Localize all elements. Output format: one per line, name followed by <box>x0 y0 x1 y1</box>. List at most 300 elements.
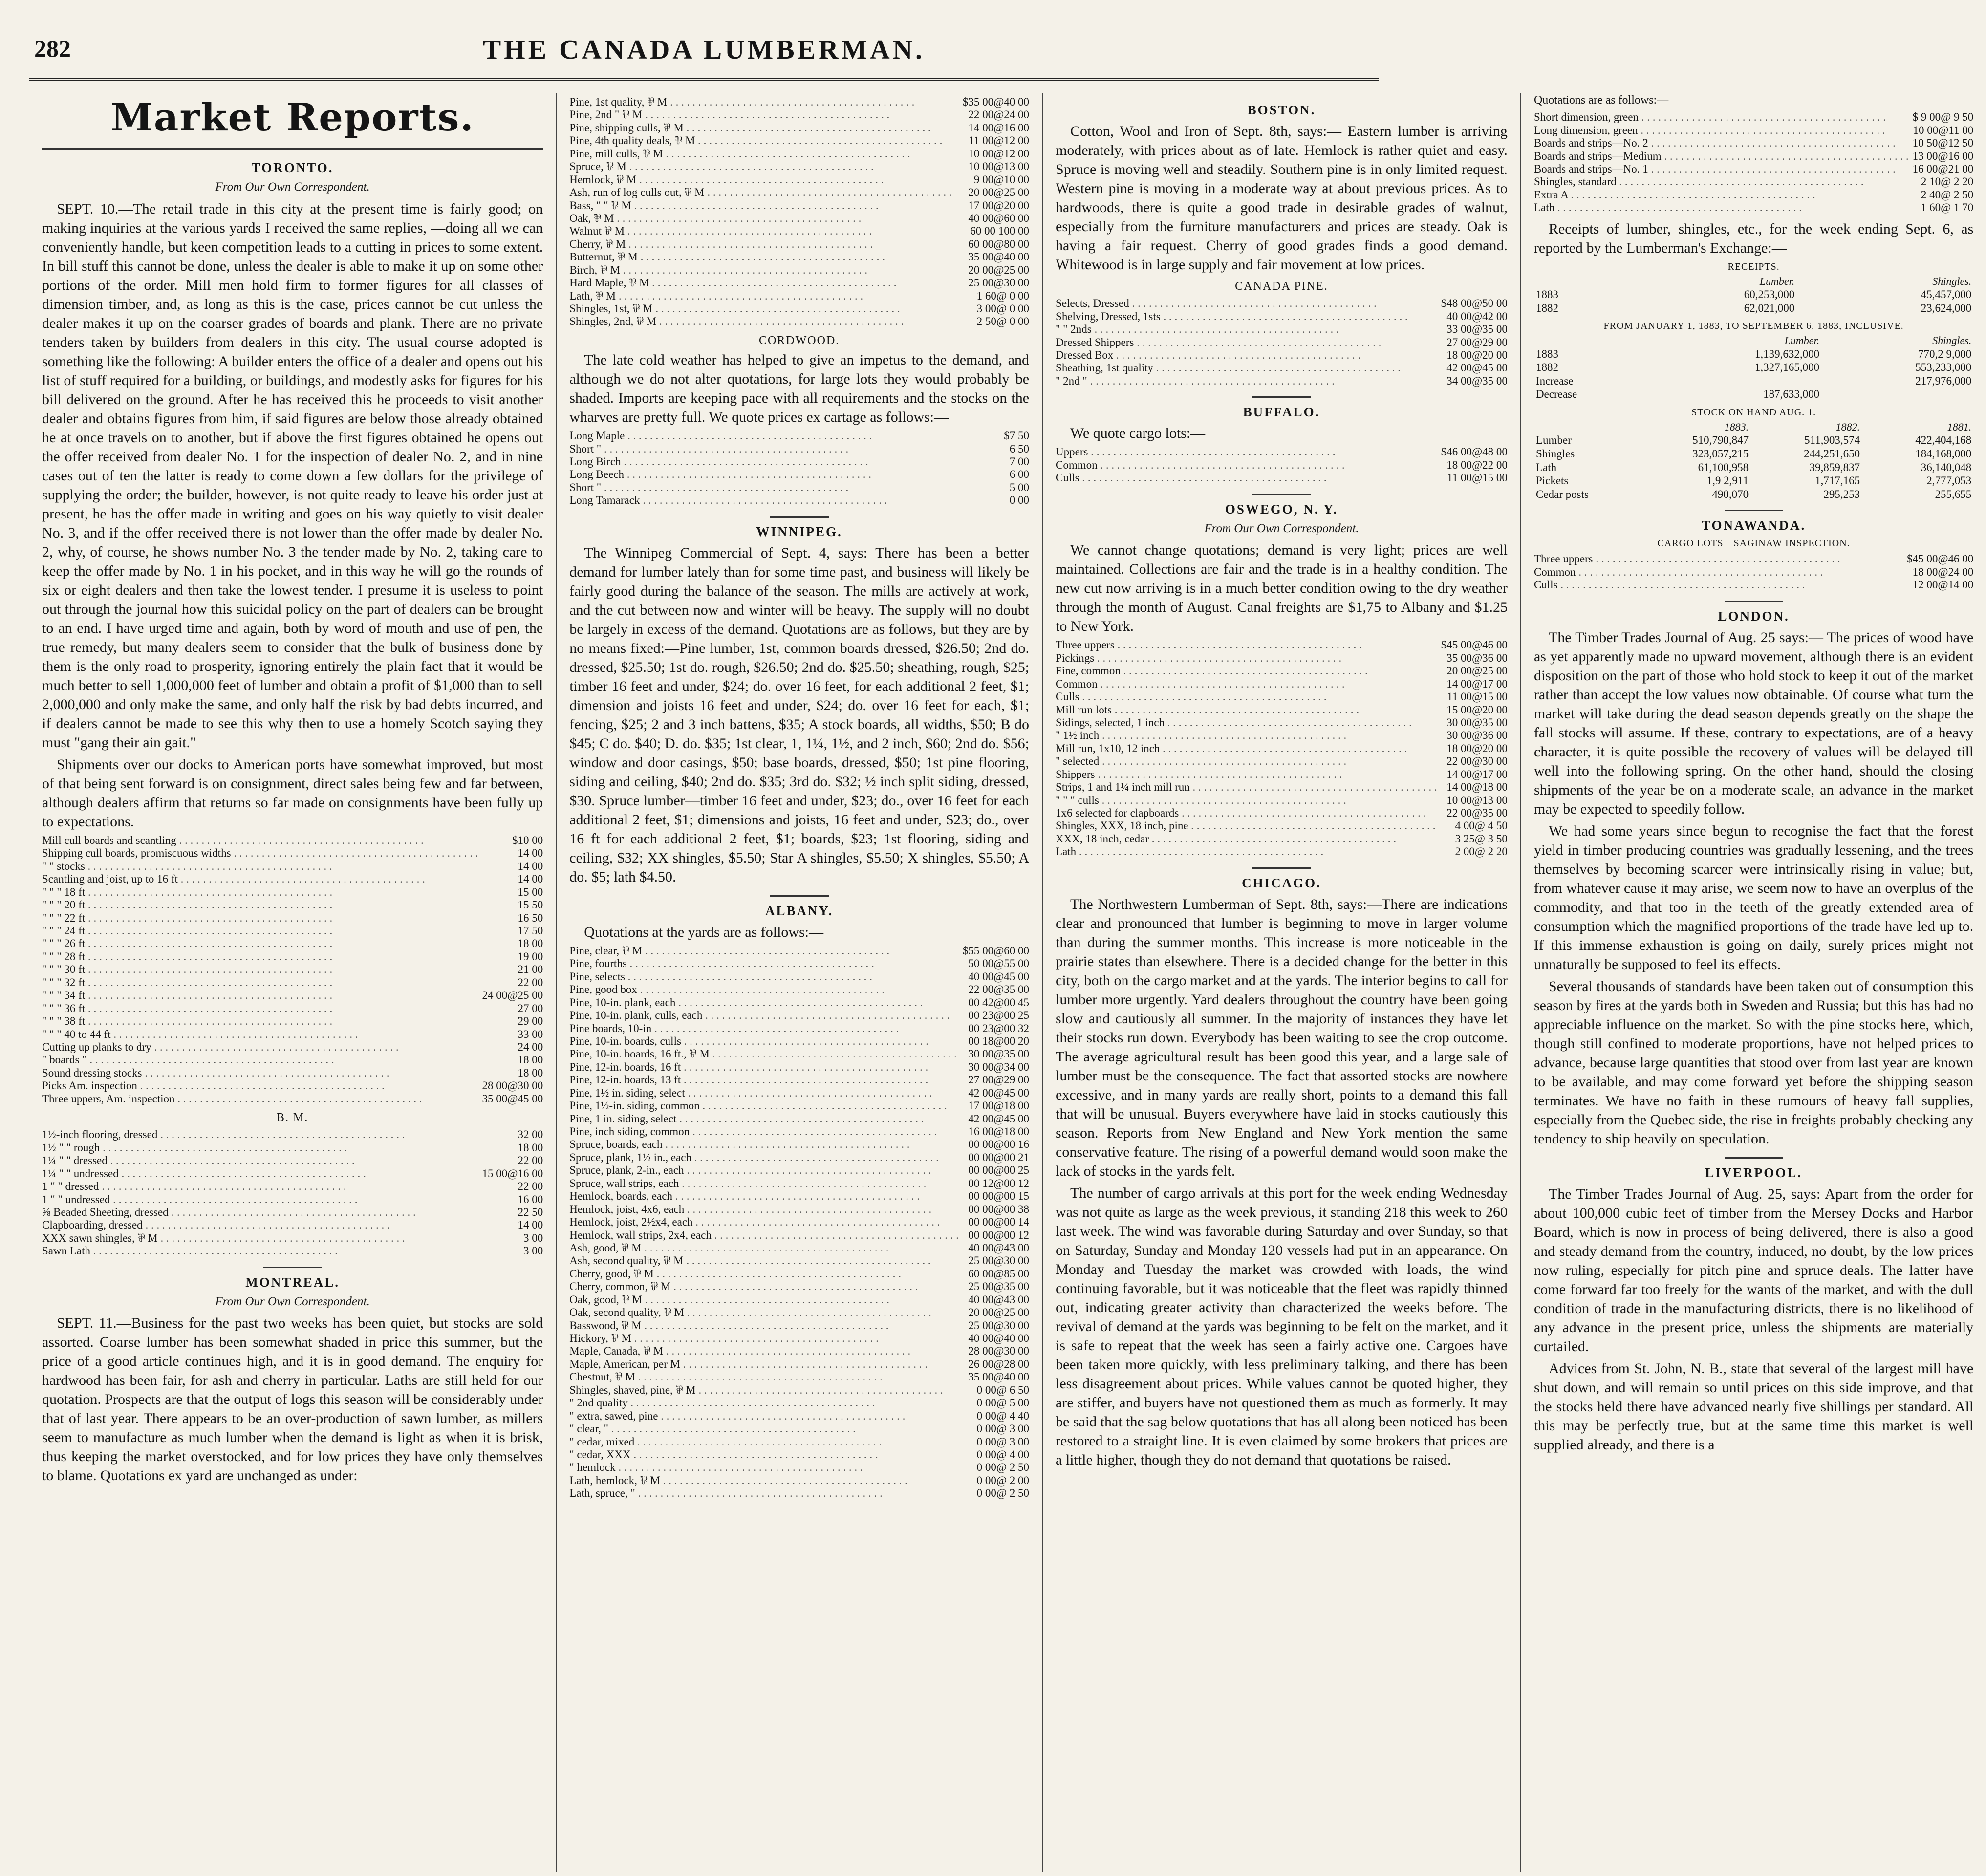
stats-cell: 60,253,000 <box>1744 288 1795 301</box>
price-item: Shingles, shaved, pine, ⅌ M . . . <box>569 1384 943 1396</box>
price-value: 18 00 <box>518 1141 543 1154</box>
price-value: 00 00@00 21 <box>968 1151 1030 1164</box>
price-row <box>1534 163 1973 175</box>
price-value: 14 00@16 00 <box>968 121 1030 134</box>
price-value: 3 25@ 3 50 <box>1455 832 1508 845</box>
price-value: 2 00@ 2 20 <box>1455 845 1508 858</box>
price-value: 18 00@20 00 <box>1446 742 1508 755</box>
price-value: 14 00 <box>518 847 543 860</box>
price-value: 22 50 <box>518 1206 543 1218</box>
winnipeg-body <box>569 543 1029 886</box>
stats-cell: 23,624,000 <box>1921 302 1972 314</box>
stats-cell: 2,777,053 <box>1926 474 1972 487</box>
price-value: 28 00@30 00 <box>968 1345 1030 1358</box>
price-row <box>42 1206 543 1219</box>
price-item: Ash, run of log culls out, ⅌ M . . . <box>569 186 951 198</box>
price-row <box>42 937 543 950</box>
price-row <box>42 834 543 847</box>
price-value: 0 00 <box>1009 494 1030 507</box>
montreal-body <box>42 1314 543 1485</box>
price-value: 00 00@00 12 <box>968 1229 1030 1241</box>
price-value: 50 00@55 00 <box>968 957 1030 970</box>
price-item: Pine, 1st quality, ⅌ M . . . <box>569 96 914 108</box>
price-item: Culls . . . <box>1056 690 1327 703</box>
stats-cell: 1,327,165,000 <box>1754 361 1820 374</box>
price-item: Shingles, 2nd, ⅌ M . . . <box>569 315 904 327</box>
price-value: $ 9 00@ 9 50 <box>1912 111 1974 124</box>
price-item: " boards " . . . <box>42 1054 334 1066</box>
heading-albany: ALBANY. <box>569 895 1029 920</box>
price-value: 17 00@20 00 <box>968 199 1030 212</box>
chicago-quotations-label: Quotations are as follows:— <box>1533 94 1669 107</box>
price-value: 25 00@35 00 <box>968 1280 1030 1293</box>
price-row <box>42 912 543 925</box>
price-row <box>1056 459 1508 472</box>
price-item: Shingles, standard . . . <box>1534 175 1864 188</box>
price-value: 0 00@ 5 00 <box>976 1397 1030 1409</box>
price-value: 11 00@15 00 <box>1447 472 1508 484</box>
price-row <box>1056 833 1508 845</box>
price-value: 7 00 <box>1009 455 1030 468</box>
price-row <box>1056 755 1508 768</box>
price-item: Selects, Dressed . . . <box>1056 297 1377 309</box>
price-value: 35 00@40 00 <box>968 1371 1030 1383</box>
stats-col-header: Shingles. <box>1932 334 1972 347</box>
price-item: Hemlock, joist, 4x6, each . . . <box>569 1203 931 1215</box>
paragraph: Cotton, Wool and Iron of Sept. 8th, says:— Eastern lumber is arriving moderately, with prices about as of late. Hemlock is rather quiet and easy. Spruce is moving well and steadily. Southern pine is in only limited request. Western pine is moving in a moderate way at about previous prices. As to hardwoods, there is quite a good trade in desirable grades of walnut, especially from the furniture manufacturers and prices are steady. Oak is having a fair request. Cherry of good grades finds a good demand. Whitewood is in large supply and fair movement at low prices. <box>1056 123 1508 273</box>
price-row <box>42 1002 543 1015</box>
paragraph: SEPT. 11.—Business for the past two weeks has been quiet, but stocks are sold assorted. Coarse lumber has been somewhat shaded in price this summer, but the price of a good article continues high, and it is in good demand. The enquiry for hardwood has been fair, for ash and cherry in particular. Laths are still held for our quotation. Prospects are that the output of logs this season will be considerably under that of last year. There appears to be an over-production of sawn lumber, as millers seem to manufacture as much lumber when the demand is light as when it is brisk, thus keeping the market overstocked, and for low prices they have only themselves to blame. Quotations ex yard are unchanged as under: <box>42 1315 543 1484</box>
price-value: $45 00@46 00 <box>1441 639 1508 651</box>
price-value: 5 00 <box>1009 481 1030 494</box>
stats-cell <box>1648 374 1821 388</box>
price-value: 60 00 100 00 <box>970 225 1030 237</box>
buffalo-intro: We quote cargo lots:— <box>1070 425 1206 442</box>
price-item: Chestnut, ⅌ M . . . <box>569 1371 883 1383</box>
price-item: 1x6 selected for clapboards . . . <box>1056 807 1426 819</box>
price-row <box>569 1190 1029 1203</box>
stats-cell: 1,9 2,911 <box>1706 474 1749 487</box>
price-item: Dressed Box . . . <box>1056 349 1360 361</box>
price-item: Ash, good, ⅌ M . . . <box>569 1242 888 1254</box>
price-item: " " " 22 ft . . . <box>42 912 332 924</box>
price-value: 11 00@12 00 <box>969 134 1030 147</box>
price-value: 22 00 <box>518 976 543 989</box>
heading-chicago: CHICAGO. <box>1056 867 1508 892</box>
stats-col-header: 1883. <box>1724 421 1749 433</box>
stats-cell: Cedar posts <box>1535 488 1589 500</box>
stock-table <box>1534 421 1973 501</box>
price-item: " 2nd quality . . . <box>569 1397 875 1409</box>
price-value: 9 00@10 00 <box>973 173 1030 186</box>
price-item: Spruce, wall strips, each . . . <box>569 1177 926 1189</box>
heading-buffalo: BUFFALO. <box>1056 396 1508 421</box>
price-item: " " " 36 ft . . . <box>42 1002 332 1014</box>
price-row <box>42 1093 543 1105</box>
price-row <box>569 96 1029 108</box>
price-row <box>569 1294 1029 1306</box>
stats-cell: Decrease <box>1535 388 1577 401</box>
stats-row <box>1534 361 1973 374</box>
price-row <box>569 983 1029 996</box>
price-value: 24 00 <box>518 1040 543 1053</box>
price-value: 22 00@24 00 <box>968 108 1030 121</box>
price-row <box>569 1113 1029 1125</box>
price-row <box>569 1061 1029 1074</box>
price-value: 6 00 <box>1009 468 1030 481</box>
price-value: 35 00@40 00 <box>968 251 1030 263</box>
price-row <box>1534 124 1973 137</box>
price-item: Culls . . . <box>1056 472 1327 484</box>
montreal-price-table <box>569 96 1029 328</box>
price-row <box>1056 297 1508 310</box>
receipts-table <box>1534 275 1973 315</box>
stats-cell: Lumber <box>1535 434 1572 447</box>
price-row <box>1056 375 1508 388</box>
price-item: Scantling and joist, up to 16 ft . . . <box>42 873 425 885</box>
stats-header-row <box>1534 421 1973 433</box>
price-row <box>569 1254 1029 1267</box>
price-row <box>569 264 1029 277</box>
price-row <box>1534 137 1973 150</box>
cordwood-label: CORDWOOD. <box>758 334 840 347</box>
stats-cell: Shingles <box>1535 448 1575 460</box>
price-value: 0 00@ 4 40 <box>976 1409 1030 1422</box>
price-value: 0 00@ 6 50 <box>976 1383 1030 1396</box>
price-item: Lath, hemlock, ⅌ M . . . <box>569 1474 907 1487</box>
price-row <box>42 1193 543 1206</box>
price-item: " " " 38 ft . . . <box>42 1015 332 1027</box>
price-item: Shipping cull boards, promiscuous widths . . . <box>42 847 478 859</box>
price-value: 0 00@ 3 00 <box>976 1423 1030 1435</box>
page-number: 282 <box>34 35 71 62</box>
price-item: Pine, 12-in. boards, 13 ft . . . <box>569 1074 928 1086</box>
oswego-body <box>1056 540 1508 636</box>
price-row <box>1056 690 1508 703</box>
price-item: 1¼ " " dressed . . . <box>42 1154 355 1166</box>
price-item: Shelving, Dressed, 1sts . . . <box>1056 310 1408 323</box>
price-row <box>42 1054 543 1066</box>
price-row <box>569 443 1029 455</box>
price-item: Short " . . . <box>569 481 848 494</box>
heading-liverpool: LIVERPOOL. <box>1534 1157 1973 1182</box>
price-row <box>42 1041 543 1054</box>
price-item: ⅝ Beaded Sheeting, dressed . . . <box>42 1206 416 1218</box>
price-item: Hickory, ⅌ M . . . <box>569 1332 879 1344</box>
stats-col-header <box>1534 421 1639 433</box>
price-row <box>1056 446 1508 458</box>
price-value: 20 00@25 00 <box>968 263 1030 276</box>
stats-col-header: Shingles. <box>1932 275 1972 287</box>
price-value: 18 00@24 00 <box>1912 565 1974 578</box>
price-item: Pine, 1½-in. siding, common . . . <box>569 1100 947 1112</box>
price-row <box>42 1180 543 1193</box>
price-value: 30 00@34 00 <box>968 1060 1030 1073</box>
price-row <box>1056 781 1508 794</box>
heading-london: LONDON. <box>1534 601 1973 625</box>
cordwood-price-table <box>569 430 1029 507</box>
stats-cell: 1,139,632,000 <box>1754 347 1820 360</box>
paragraph: We had some years since begun to recognise the fact that the forest yield in timber producing countries was gradually lessening, and the trees themselves by becoming scarcer were intrinsically rising in value; but, from whatever cause it may arise, we seem now to have an overplus of the commodity, and that too in the teeth of the greatly extended area of consumption which the magnified proportions of the trade have led up to. If this immense exhaustion is going on daily, surely prices might not unnaturally be supposed to feel its effects. <box>1533 822 1974 972</box>
price-value: 2 10@ 2 20 <box>1921 175 1974 188</box>
price-value: 15 00 <box>518 885 543 898</box>
stats-cell: 1882 <box>1535 361 1558 374</box>
price-row <box>42 1245 543 1257</box>
stats-row <box>1534 447 1973 461</box>
price-item: Hemlock, boards, each . . . <box>569 1190 920 1202</box>
price-value: 42 00@45 00 <box>968 1112 1030 1125</box>
stats-row <box>1534 474 1973 488</box>
price-value: 11 00@15 00 <box>1447 690 1508 703</box>
price-item: 1 " " dressed . . . <box>42 1180 346 1192</box>
cordwood-paragraph: The late cold weather has helped to give an impetus to the demand, and although we do not alter quotations, for large lots they would probably be shaded. Imports are keeping pace with all requirements and the stocks on the wharves are pretty full. We quote prices ex cartage as follows:— <box>569 352 1030 426</box>
price-item: Spruce, plank, 2-in., each . . . <box>569 1164 931 1176</box>
price-row <box>569 1410 1029 1423</box>
price-value: 30 00@35 00 <box>1446 716 1508 729</box>
stats-cell: 511,903,574 <box>1804 434 1860 447</box>
price-item: Pine, clear, ⅌ M . . . <box>569 945 889 957</box>
price-item: Boards and strips—No. 1 . . . <box>1534 163 1896 175</box>
price-value: 18 00@22 00 <box>1446 458 1508 471</box>
price-row <box>569 1345 1029 1358</box>
price-item: " " " 18 ft . . . <box>42 886 332 898</box>
stats-row <box>1534 288 1973 302</box>
price-row <box>569 1151 1029 1164</box>
price-item: Pine, 12-in. boards, 16 ft . . . <box>569 1061 928 1073</box>
price-row <box>1534 175 1973 188</box>
price-value: 1 60@ 0 00 <box>976 289 1030 302</box>
toronto-bm-price-table <box>42 1128 543 1257</box>
price-row <box>42 1167 543 1180</box>
price-item: Dressed Shippers . . . <box>1056 336 1381 348</box>
stats-cell: 490,070 <box>1712 488 1749 500</box>
heading-toronto: TORONTO. <box>251 160 334 175</box>
price-row <box>1056 678 1508 690</box>
price-row <box>42 976 543 989</box>
price-value: 25 00@30 00 <box>968 1319 1030 1332</box>
price-value: 34 00@35 00 <box>1446 374 1508 387</box>
price-row <box>569 1448 1029 1461</box>
price-item: Pine, 2nd " ⅌ M . . . <box>569 108 889 121</box>
price-row <box>569 251 1029 263</box>
price-row <box>569 1203 1029 1216</box>
price-value: 22 00 <box>518 1154 543 1167</box>
stats-header-row <box>1534 334 1973 347</box>
price-item: " " stocks . . . <box>42 860 332 872</box>
price-item: Strips, 1 and 1¼ inch mill run . . . <box>1056 781 1437 793</box>
price-value: 16 00@18 00 <box>968 1125 1030 1138</box>
price-item: Mill run, 1x10, 12 inch . . . <box>1056 742 1407 755</box>
stats-cell: 39,859,837 <box>1809 461 1860 474</box>
price-item: Cherry, common, ⅌ M . . . <box>569 1280 918 1293</box>
price-item: " selected . . . <box>1056 755 1346 767</box>
price-item: " " " culls . . . <box>1056 794 1346 806</box>
price-item: Pine, 4th quality deals, ⅌ M . . . <box>569 134 942 147</box>
stats-cell: 510,790,847 <box>1692 434 1749 447</box>
receipts-caption: RECEIPTS. <box>1727 261 1780 272</box>
price-value: 25 00@30 00 <box>968 1254 1030 1267</box>
stats-cell: 255,655 <box>1935 488 1972 500</box>
price-value: 27 00 <box>518 1002 543 1014</box>
price-value: 27 00@29 00 <box>968 1074 1030 1086</box>
column-4 <box>1521 93 1986 1872</box>
column-1 <box>29 93 557 1872</box>
price-item: Short " . . . <box>569 443 848 455</box>
price-item: Shingles, 1st, ⅌ M . . . <box>569 302 900 315</box>
price-value: 19 00 <box>518 950 543 963</box>
price-row <box>42 847 543 860</box>
price-item: XXX sawn shingles, ⅌ M . . . <box>42 1232 405 1244</box>
price-value: 22 00@35 00 <box>1446 807 1508 819</box>
stats-col-header: 1881. <box>1947 421 1972 433</box>
price-row <box>569 1306 1029 1319</box>
price-row <box>569 1009 1029 1022</box>
price-row <box>569 1268 1029 1280</box>
price-row <box>569 1229 1029 1242</box>
paragraph: The Timber Trades Journal of Aug. 25, says: Apart from the order for about 100,000 cubic feet of timber from the Mersey Docks and Harbor Board, which is now in process of being delivered, there is also a good and steady demand from the country, induced, no doubt, by the low prices now ruling, especially for pitch pine and spruce deals. The latter have come forward far too freely for the wants of the market, and with the dull condition of trade in the manufacturing districts, there is no likelihood of any advance in the present price, unless the shipments are materially curtailed. <box>1533 1186 1974 1355</box>
price-value: 33 00 <box>518 1028 543 1040</box>
price-value: 40 00@60 00 <box>968 212 1030 224</box>
price-row <box>569 1384 1029 1397</box>
price-value: 60 00@80 00 <box>968 237 1030 250</box>
toronto-price-table <box>42 834 543 1105</box>
price-item: " " " 32 ft . . . <box>42 976 332 989</box>
price-row <box>1056 768 1508 781</box>
price-row <box>1056 807 1508 819</box>
paragraph: The number of cargo arrivals at this port for the week ending Wednesday was not quite as large as the week previous, it standing 218 this week to 260 last week. The wind was favorable during Saturday and over Sunday, so that on Saturday, Sunday and Monday 120 vessels had put in an appearance. On Monday and Tuesday the market was crowded with loads, the wind continuing favorable, but it was noticeable that the fleet was rapidly thinned out, indicating greater activity than characterized the weeks before. The revival of demand at the yards was beginning to be felt on the market, and it is safe to repeat that the week has seen a fairly active one. Cargoes have been taken more quickly, with less preliminary talking, and there has been less disagreement about prices. While values cannot be quoted higher, they are stiffer, and buyers have not questioned them as much as formerly. It may be said that the sag below quotations that has all along been noticed has been restored to a straight line. It is even claimed by some brokers that prices are a little higher, though they do not demand that quotations be raised. <box>1056 1185 1508 1468</box>
price-item: Lath . . . <box>1534 201 1802 214</box>
paragraph: The Winnipeg Commercial of Sept. 4, says: There has been a better demand for lumber lately than for some time past, and business will likely be fairly good during the balance of the season. The mills are actively at work, and the cut between now and winter will be heavy. The supply will no doubt be largely in excess of the demand. Quotations are as follows, but they are by no means fixed:—Pine lumber, 1st, common boards dressed, $26.50; 2nd do. dressed, $25.50; 1st do. rough, $26.50; 2nd do. $25.50; sheathing, rough, $25; timber 16 feet and under, $24; do. over 16 feet, for each additional 2 feet, $1; dimension and joists 16 feet and under, $24; do. over 16 feet for each, $1; fencing, $25; 2 and 3 inch battens, $35; A stock boards, all widths, $50; B do $45; C do. $40; D. do. $35; 1st clear, 1, 1¼, 1½, and 2 inch, $60; 2nd do. $56; window and door casings, $50; base boards, dressed, $50; 1st pine flooring, siding and ceiling, $40; 2nd do. $35; 3rd do. $32; ½ inch split siding, dressed, $30. Spruce lumber—timber 16 feet and under, $23; do., over 16 feet for each additional 2 feet, $1; dimensions and joists, 16 feet and under, $23; do., over 16 ft for each additional 2 feet, $1; boards, $23; 1st flooring, siding and ceiling, $32; XX shingles, $5.50; Star A shingles, $5.50; X shingles, $5.50; A do. $5; lath $4.50. <box>569 544 1030 885</box>
price-row <box>1056 362 1508 374</box>
price-row <box>1056 310 1508 323</box>
price-item: Sound dressing stocks . . . <box>42 1067 389 1079</box>
stats-cell: 1883 <box>1535 288 1558 301</box>
stats-cell: 61,100,958 <box>1698 461 1749 474</box>
paragraph: Shipments over our docks to American ports have somewhat improved, but most of that being sent forward is on consignment, direct sales being few and far between, although dealers affirm that returns so far made on consignments have been fully up to expectations. <box>42 756 543 830</box>
price-row <box>569 134 1029 147</box>
price-value: 20 00@25 00 <box>968 1306 1030 1319</box>
price-value: 30 00@35 00 <box>968 1048 1030 1060</box>
price-item: Maple, Canada, ⅌ M . . . <box>569 1345 910 1357</box>
price-value: 00 42@00 45 <box>968 996 1030 1009</box>
price-row <box>569 108 1029 121</box>
price-item: 1½-inch flooring, dressed . . . <box>42 1128 405 1141</box>
stats-row <box>1534 374 1973 388</box>
price-item: Pine, 1½ in. siding, select . . . <box>569 1087 932 1099</box>
price-value: 00 12@00 12 <box>968 1177 1030 1189</box>
price-item: Long Beech . . . <box>569 468 871 480</box>
price-item: Hard Maple, ⅌ M . . . <box>569 277 896 289</box>
price-row <box>569 277 1029 289</box>
price-value: 0 00@ 2 50 <box>976 1487 1030 1500</box>
price-value: $45 00@46 00 <box>1907 553 1974 565</box>
price-item: Common . . . <box>1056 678 1345 690</box>
price-value: 24 00@25 00 <box>482 989 543 1002</box>
stock-caption: STOCK ON HAND AUG. 1. <box>1691 407 1816 418</box>
price-value: 15 00@16 00 <box>482 1167 543 1180</box>
price-row <box>569 212 1029 225</box>
stats-cell: Lath <box>1535 461 1557 474</box>
price-row <box>569 238 1029 251</box>
price-item: Long dimension, green . . . <box>1534 124 1885 136</box>
price-item: Fine, common . . . <box>1056 665 1368 677</box>
buffalo-price-table <box>1056 446 1508 484</box>
price-value: $48 00@50 00 <box>1441 297 1508 310</box>
price-row <box>42 950 543 963</box>
price-value: $55 00@60 00 <box>962 944 1030 957</box>
tonawanda-sub: CARGO LOTS—SAGINAW INSPECTION. <box>1657 538 1850 549</box>
paragraph: The Northwestern Lumberman of Sept. 8th, says:—There are indications clear and pronounced that lumber is beginning to move in larger volume than during the summer months. This increase is more noticeable in the prairie states than elsewhere. There is a decided change for the better in this city, both on the cargo market and at the yards. The interior begins to call for lumber more urgently. Yard dealers throughout the country have been going slow and cautiously all summer. In the majority of instances they have let their stocks run down. Everybody has been waiting to see the crop outcome. The average agricultural result has been good this year, and a large sale of lumber must be the consequence. The fact that assorted stocks are nowhere excessive, and in many yards are really short, points to a demand this fall that will be unusual. Buyers everywhere have laid in stocks cautiously this season. Reports from New England and New York mention the same conservative feature. The rising of a powerful demand would soon make the lack of stocks in the yards felt. <box>1056 896 1508 1179</box>
price-item: " 1½ inch . . . <box>1056 729 1346 741</box>
price-row <box>569 1423 1029 1435</box>
paragraph: We cannot change quotations; demand is very light; prices are well maintained. Collections are fair and the trade is in a healthy condition. The new cut now arriving is in a much better condition owing to the dry weather through the month of August. Canal freights are $1,75 to Albany and $1.25 to New York. <box>1056 542 1508 635</box>
price-value: 2 50@ 0 00 <box>976 315 1030 328</box>
paragraph: Advices from St. John, N. B., state that several of the largest mill have shut down, and will remain so until prices on this side improve, and that the stocks held there have advanced nearly five shillings per standard. All this may be perfectly true, but at the same time this market is well supplied already, and there is a <box>1533 1360 1974 1453</box>
price-value: 3 00 <box>523 1231 543 1244</box>
price-item: Long Maple . . . <box>569 430 872 442</box>
price-row <box>569 1436 1029 1448</box>
price-value: 0 00@ 2 50 <box>976 1461 1030 1474</box>
price-row <box>42 1067 543 1079</box>
price-value: $35 00@40 00 <box>962 96 1030 108</box>
price-row <box>42 1079 543 1092</box>
price-item: Hemlock, wall strips, 2x4, each . . . <box>569 1229 959 1241</box>
price-item: " cedar, mixed . . . <box>569 1436 882 1448</box>
price-item: Pine, 10-in. plank, each . . . <box>569 996 923 1009</box>
price-item: Oak, ⅌ M . . . <box>569 212 861 224</box>
price-value: 27 00@29 00 <box>1446 336 1508 348</box>
paragraph: The Timber Trades Journal of Aug. 25 says:— The prices of wood have as yet apparently made no upward movement, although there is an evident disposition on the part of those who hold stock to keep it out of the market rather than accept the low values now obtainable. Of course what turn the market will take during the dead season depends greatly on the shape the fall stocks will assume. If these, contrary to expectations, are of a heavy character, it is quite possible the recovery of values will be delayed till well into the following spring. On the other hand, should the closing shipments of the year be on a moderate scale, an advance in the market may be expected to speedily follow. <box>1533 629 1974 817</box>
price-value: 35 00@36 00 <box>1446 651 1508 664</box>
price-item: " 2nd " . . . <box>1056 375 1335 387</box>
price-item: Pine, good box . . . <box>569 983 885 995</box>
price-value: 00 00@00 16 <box>968 1138 1030 1151</box>
price-row <box>569 1177 1029 1190</box>
price-row <box>42 1142 543 1154</box>
price-value: 00 00@00 38 <box>968 1203 1030 1215</box>
price-row <box>42 1219 543 1231</box>
price-value: 21 00 <box>518 963 543 976</box>
price-item: XXX, 18 inch, cedar . . . <box>1056 833 1396 845</box>
price-row <box>569 494 1029 507</box>
price-item: Hemlock, ⅌ M . . . <box>569 173 884 186</box>
price-value: 42 00@45 00 <box>968 1086 1030 1099</box>
price-item: 1¼ " " undressed . . . <box>42 1167 366 1180</box>
albany-price-table <box>569 945 1029 1500</box>
price-item: Pine, 10-in. plank, culls, each . . . <box>569 1009 950 1021</box>
price-row <box>569 173 1029 186</box>
price-item: Three uppers, Am. inspection . . . <box>42 1093 422 1105</box>
stats-cell: 184,168,000 <box>1915 448 1972 460</box>
price-row <box>42 886 543 899</box>
stats-cell: 36,140,048 <box>1921 461 1972 474</box>
price-row <box>1056 845 1508 858</box>
price-row <box>1056 336 1508 349</box>
price-item: 1 " " undressed . . . <box>42 1193 358 1206</box>
heading-montreal: MONTREAL. <box>42 1267 543 1291</box>
price-item: Pine, selects . . . <box>569 970 872 983</box>
heading-oswego: OSWEGO, N. Y. <box>1056 494 1508 518</box>
price-row <box>1534 189 1973 201</box>
price-item: Spruce, boards, each . . . <box>569 1138 909 1150</box>
price-row <box>1056 349 1508 362</box>
price-item: Boards and strips—Medium . . . <box>1534 150 1909 162</box>
price-value: 0 00@ 3 00 <box>976 1435 1030 1448</box>
price-value: 14 00@18 00 <box>1446 781 1508 794</box>
price-item: " " " 26 ft . . . <box>42 937 332 949</box>
price-value: 18 00 <box>518 1066 543 1079</box>
stats-cell: 244,251,650 <box>1804 448 1860 460</box>
